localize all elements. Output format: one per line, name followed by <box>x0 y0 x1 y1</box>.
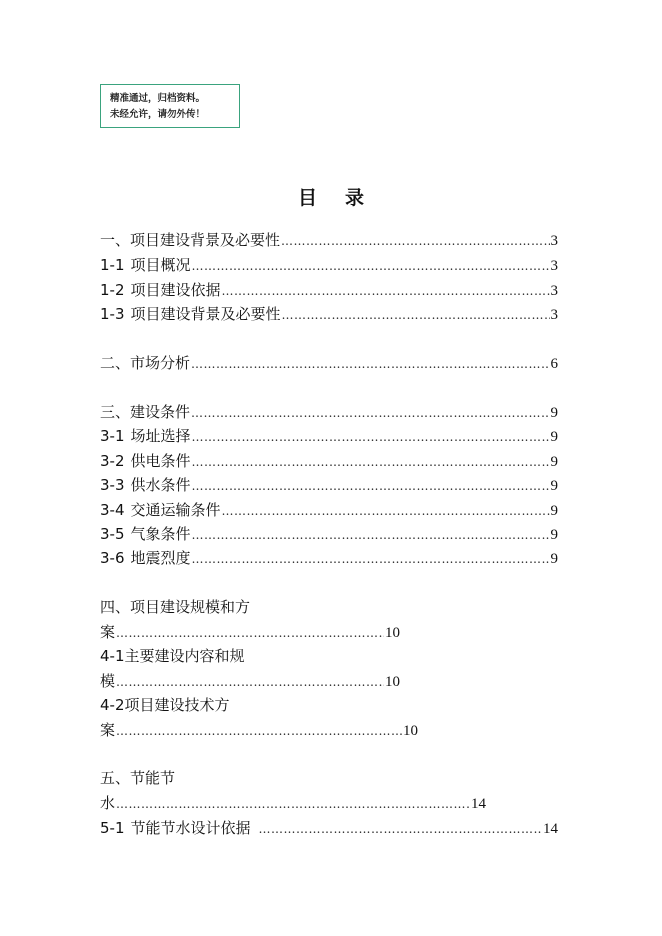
toc-entry[interactable] <box>100 522 558 546</box>
toc-entry-number: 1-2 <box>100 281 125 299</box>
toc-leader <box>192 254 550 278</box>
toc-entry-text: 项目概况 <box>130 256 191 274</box>
toc-entry[interactable] <box>100 351 558 375</box>
toc-leader <box>192 523 550 547</box>
toc-entry[interactable] <box>100 693 230 717</box>
toc-entry-continued[interactable] <box>100 791 486 815</box>
toc-entry-number: 3-6 <box>100 549 125 567</box>
toc-entry-page: 3 <box>550 233 558 249</box>
toc-entry[interactable] <box>100 302 558 326</box>
toc-leader <box>192 474 550 498</box>
toc-entry-text: 交通运输条件 <box>130 501 221 519</box>
toc-entry-page: 9 <box>550 503 558 519</box>
toc-entry[interactable] <box>100 253 558 277</box>
toc-entry-page: 3 <box>550 283 558 299</box>
toc-entry-text: 一、项目建设背景及必要性 <box>100 231 281 249</box>
toc-entry-page: 9 <box>550 527 558 543</box>
toc-entry-number: 5-1 <box>100 819 125 837</box>
toc-leader <box>116 792 470 816</box>
toc-entry-page: 10 <box>385 674 400 690</box>
toc-entry-continued[interactable] <box>100 718 418 742</box>
stamp-line-2: 未经允许，请勿外传！ <box>110 109 206 120</box>
confidential-stamp <box>100 84 240 128</box>
toc-entry-number: 3-4 <box>100 501 125 519</box>
toc-entry-number: 1-3 <box>100 305 125 323</box>
toc-entry-text: 供水条件 <box>130 476 191 494</box>
toc-entry-text: 地震烈度 <box>130 549 191 567</box>
toc-entry-number: 3-1 <box>100 427 125 445</box>
toc-entry-page: 14 <box>543 821 558 837</box>
toc-entry-text: 供电条件 <box>130 452 191 470</box>
toc-entry[interactable] <box>100 400 558 424</box>
toc-leader <box>259 817 542 841</box>
toc-entry-number: 4-1 <box>100 647 125 665</box>
toc-entry[interactable] <box>100 644 245 668</box>
toc-entry-continued[interactable] <box>100 620 400 644</box>
toc-entry[interactable] <box>100 473 558 497</box>
toc-entry-page: 9 <box>550 478 558 494</box>
toc-entry-page: 9 <box>550 405 558 421</box>
toc-entry-text: 气象条件 <box>130 525 191 543</box>
toc-leader <box>222 279 550 303</box>
toc-leader <box>281 229 549 253</box>
toc-entry-text: 三、建设条件 <box>100 403 191 421</box>
toc-entry[interactable] <box>100 278 558 302</box>
toc-entry-page: 9 <box>550 551 558 567</box>
toc-entry-page: 10 <box>403 723 418 739</box>
toc-entry-number: 1-1 <box>100 256 125 274</box>
toc-leader <box>191 352 549 376</box>
toc-entry-text: 节能节水设计依据 <box>130 819 251 837</box>
toc-entry[interactable] <box>100 228 558 252</box>
toc-entry-number: 4-2 <box>100 696 125 714</box>
toc-entry-continued[interactable] <box>100 669 400 693</box>
stamp-line-1: 精准通过，归档资料。 <box>110 93 206 104</box>
toc-entry[interactable] <box>100 595 250 619</box>
toc-entry-text: 模 <box>100 672 116 690</box>
toc-leader <box>191 401 549 425</box>
toc-entry-number: 3-3 <box>100 476 125 494</box>
toc-entry-text: 项目建设依据 <box>130 281 221 299</box>
toc-entry-page: 10 <box>385 625 400 641</box>
toc-entry[interactable] <box>100 424 558 448</box>
toc-leader <box>116 621 384 645</box>
toc-entry-text: 案 <box>100 623 116 641</box>
toc-entry-text: 主要建设内容和规 <box>124 647 245 665</box>
toc-entry-page: 9 <box>550 454 558 470</box>
toc-leader <box>192 450 550 474</box>
toc-entry-text: 项目建设技术方 <box>124 696 230 714</box>
toc-leader <box>116 719 402 743</box>
toc-leader <box>222 499 550 523</box>
toc-entry-text: 二、市场分析 <box>100 354 191 372</box>
toc-leader <box>282 303 550 327</box>
toc-entry-page: 6 <box>550 356 558 372</box>
toc-entry-text: 四、项目建设规模和方 <box>100 598 251 616</box>
toc-entry-text: 五、节能节 <box>100 769 176 787</box>
toc-leader <box>192 425 550 449</box>
toc-entry-number: 3-5 <box>100 525 125 543</box>
toc-entry-number: 3-2 <box>100 452 125 470</box>
toc-entry-page: 14 <box>471 796 486 812</box>
toc-entry[interactable] <box>100 449 558 473</box>
toc-entry-page: 3 <box>550 307 558 323</box>
toc-entry-page: 9 <box>550 429 558 445</box>
toc-entry[interactable] <box>100 766 175 790</box>
toc-entry[interactable] <box>100 546 558 570</box>
toc-title: 目录 <box>297 187 392 209</box>
toc-entry-text: 场址选择 <box>130 427 191 445</box>
toc-entry-page: 3 <box>550 258 558 274</box>
toc-leader <box>192 547 550 571</box>
toc-entry-text: 水 <box>100 794 116 812</box>
toc-entry-text: 项目建设背景及必要性 <box>130 305 281 323</box>
toc-entry[interactable] <box>100 816 558 840</box>
toc-entry[interactable] <box>100 498 558 522</box>
toc-entry-text: 案 <box>100 721 116 739</box>
toc-leader <box>116 670 384 694</box>
